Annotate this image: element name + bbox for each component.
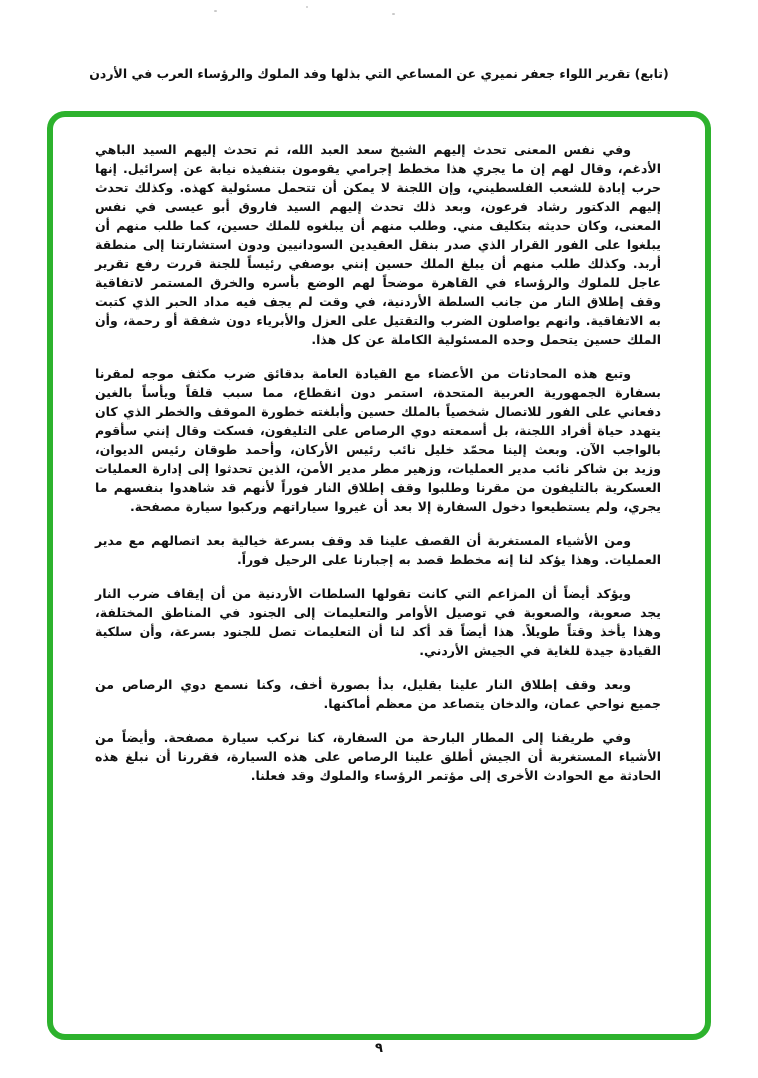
- paragraph: وفي طريقنا إلى المطار البارحة من السفارة، كنا نركب سيارة مصفحة. وأيضاً من الأشياء المستغربة أن الجيش أطلق علينا الرصاص على هذه السيارة، فقررنا أن نبلغ هذه الحادثة مع الحوادث الأخرى إلى مؤتمر الرؤساء والملوك وقد فعلنا.: [95, 730, 661, 783]
- paragraph: ومن الأشياء المستغربة أن القصف علينا قد وقف بسرعة خيالية بعد اتصالهم مع مدير العمليات. وهذا يؤكد لنا إنه مخطط قصد به إجبارنا على الرحيل فوراً.: [95, 533, 661, 567]
- document-body: [95, 140, 661, 800]
- scan-artifact: [214, 10, 217, 12]
- paragraph: وفي نفس المعنى تحدث إليهم الشيخ سعد العبد الله، ثم تحدث إليهم السيد الباهي الأدغم، وقال لهم إن ما يجري هذا مخطط إجرامي يقومون بتنفيذه نيابة عن إسرائيل. إنها حرب إبادة للشعب الفلسطيني، وإن اللجنة لا يمكن أن تتحمل مسئولية كهذه. وكذلك تحدث إليهم الدكتور رشاد فرعون، وبعد ذلك تحدث إليهم السيد فاروق أبو عيسى في نفس المعنى، وكان حديثه بتكليف مني. وطلب منهم أن يبلغوه للملك حسين، كما طلب منهم أن يبلغوا على الفور القرار الذي صدر بنقل العقيدين السودانيين ودون استشارتنا إلى منطقة أربد. وكذلك طلب منهم أن يبلغ الملك حسين إنني بوصفي رئيساً للجنة قررت رفع تقرير عاجل للملوك والرؤساء في القاهرة موضحاً لهم الوضع بأسره والخرق المستمر لاتفاقية وقف إطلاق النار من جانب السلطة الأردنية، في وقت لم يجف فيه مداد الحبر الذي كتبت به الاتفاقية. وانهم يواصلون الضرب والتقتيل على العزل والأبرياء دون شفقة أو رحمة، وأن الملك حسين يتحمل وحده المسئولية الكاملة عن كل هذا.: [95, 142, 661, 347]
- paragraph: ويؤكد أيضاً أن المزاعم التي كانت تقولها السلطات الأردنية من أن إيقاف ضرب النار يجد صعوبة، والصعوبة في توصيل الأوامر والتعليمات إلى الجنود في المناطق المختلفة، وهذا يأخذ وقتاً طويلاً. هذا أيضاً قد أكد لنا أن التعليمات تصل للجنود بسرعة، وأن سلكية القيادة جيدة للغاية في الجيش الأردني.: [95, 586, 661, 658]
- document-header-title: (تابع) تقرير اللواء جعفر نميري عن المساعي التي بذلها وفد الملوك والرؤساء العرب في الأردن: [89, 66, 669, 81]
- paragraph: وبعد وقف إطلاق النار علينا بقليل، بدأ بصورة أخف، وكنا نسمع دوي الرصاص من جميع نواحي عمان، والدخان يتصاعد من معظم أماكنها.: [95, 677, 661, 711]
- scan-artifact: [392, 13, 395, 15]
- scan-artifact: [306, 6, 308, 8]
- paragraph: وتبع هذه المحادثات من الأعضاء مع القيادة العامة بدقائق ضرب مكثف موجه لمقرنا بسفارة الجمهورية العربية المتحدة، استمر دون انقطاع، مما سبب قلقاً ويأساً بالغين دفعاني على الفور للاتصال شخصياً بالملك حسين وأبلغته خطورة الموقف والخطر الذي كان يتهدد حياة أفراد اللجنة، بل أسمعته دوي الرصاص على التليفون، فسكت وقال إنني سأقوم بالواجب الآن. وبعث إلينا محمّد خليل نائب رئيس الأركان، وأحمد طوقان رئيس الديوان، وزيد بن شاكر نائب مدير العمليات، وزهير مطر مدير الأمن، الذين تحدثوا إلى إدارة العمليات العسكرية بالتليفون من مقرنا وطلبوا وقف إطلاق النار فوراً لأنهم قد شاهدوا بنفسهم ما يجري، ولم يستطيعوا دخول السفارة إلا بعد أن غيروا سياراتهم وركبوا سيارة مصفحة.: [95, 366, 661, 514]
- page-number: ٩: [375, 1041, 383, 1056]
